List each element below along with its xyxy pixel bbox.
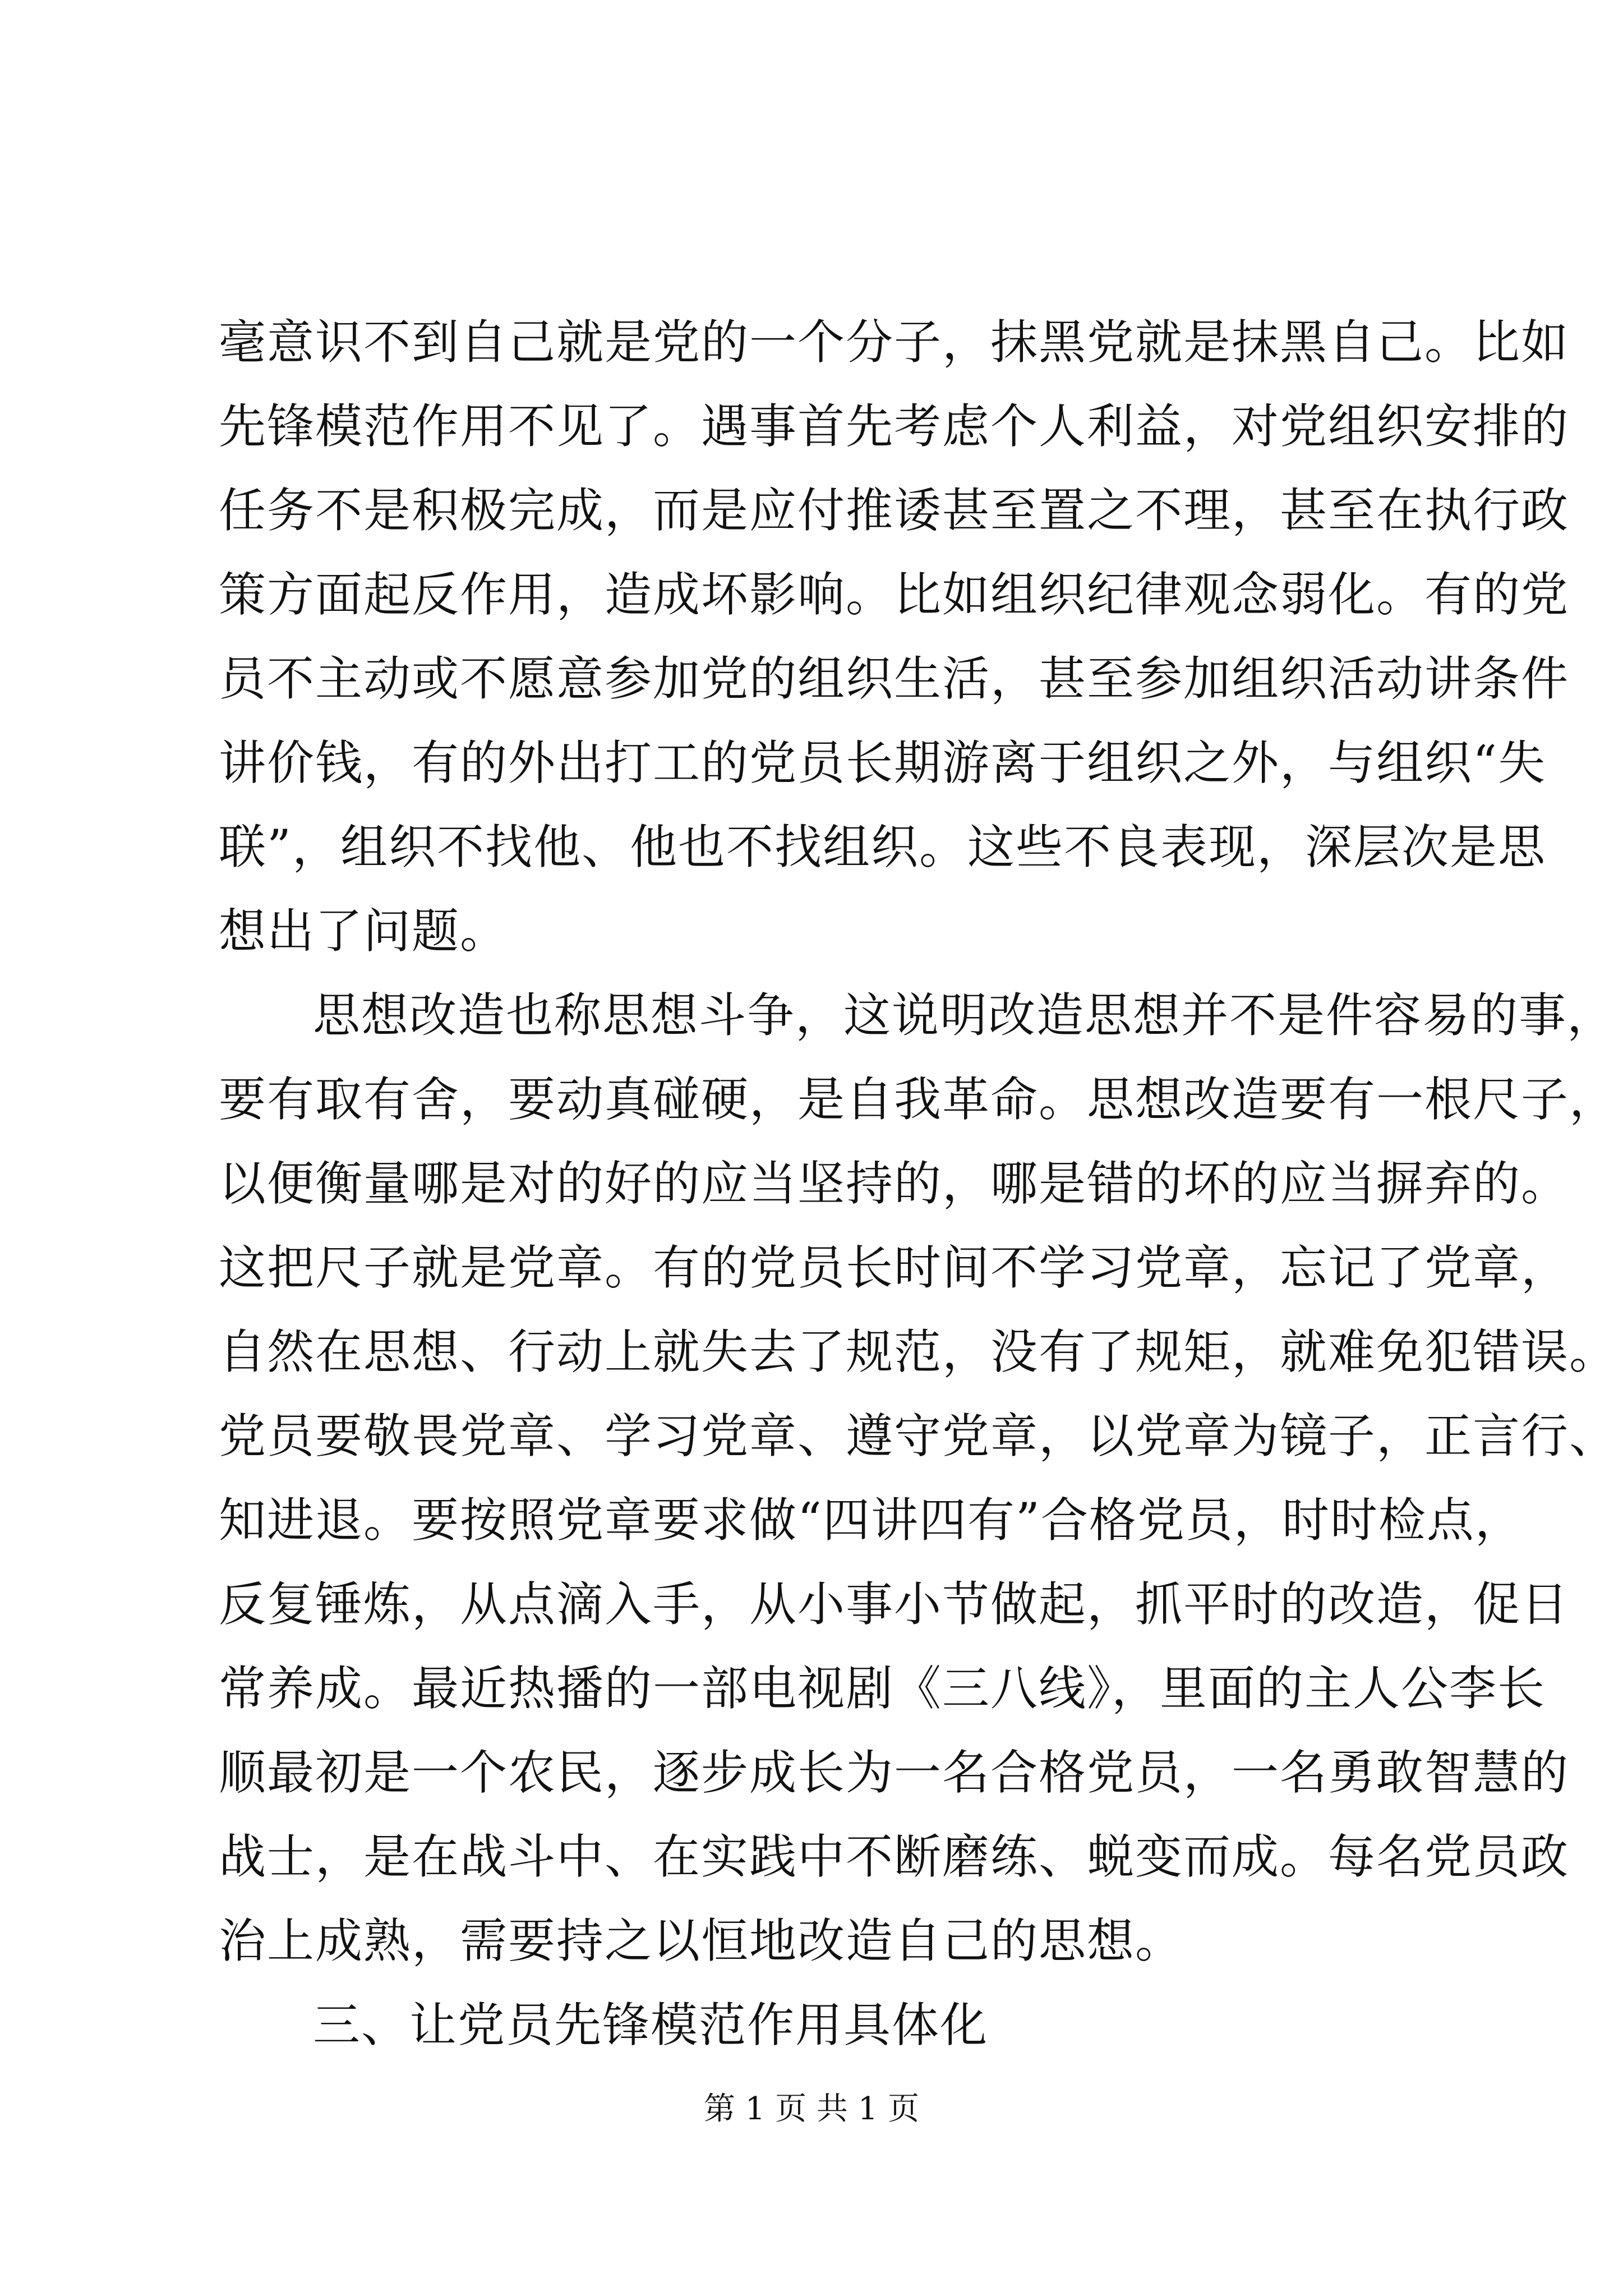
text-line: 想出了问题。 xyxy=(219,904,509,959)
text-line: 治上成熟，需要持之以恒地改造自己的思想。 xyxy=(219,1913,1184,1968)
text-line: 员不主动或不愿意参加党的组织生活，甚至参加组织活动讲条件 xyxy=(219,651,1570,706)
document-body xyxy=(219,300,1618,2067)
text-line: 党员要敬畏党章、学习党章、遵守党章，以党章为镜子，正言行、 xyxy=(219,1409,1618,1464)
text-line: 先锋模范作用不见了。遇事首先考虑个人利益，对党组织安排的 xyxy=(219,399,1570,454)
text-line: 要有取有舍，要动真碰硬，是自我革命。思想改造要有一根尺子， xyxy=(219,1072,1618,1127)
text-line: 以便衡量哪是对的好的应当坚持的，哪是错的坏的应当摒弃的。 xyxy=(219,1156,1570,1211)
heading-line: 三、让党员先锋模范作用具体化 xyxy=(313,1998,989,2053)
text-line: 毫意识不到自己就是党的一个分子，抹黑党就是抹黑自己。比如 xyxy=(219,315,1570,370)
section-heading xyxy=(219,1983,1424,2067)
text-line: 反复锤炼，从点滴入手，从小事小节做起，抓平时的改造，促日 xyxy=(219,1577,1570,1632)
text-line: 联”，组织不找他、他也不找组织。这些不良表现，深层次是思 xyxy=(219,820,1546,875)
text-line: 知进退。要按照党章要求做“四讲四有”合格党员，时时检点， xyxy=(219,1493,1523,1548)
text-line: 顺最初是一个农民，逐步成长为一名合格党员，一名勇敢智慧的 xyxy=(219,1745,1570,1800)
text-line: 策方面起反作用，造成坏影响。比如组织纪律观念弱化。有的党 xyxy=(219,567,1570,622)
text-line: 任务不是积极完成，而是应付推诿甚至置之不理，甚至在执行政 xyxy=(219,483,1570,538)
text-line: 战士，是在战斗中、在实践中不断磨练、蜕变而成。每名党员政 xyxy=(219,1829,1570,1884)
text-line: 这把尺子就是党章。有的党员长时间不学习党章，忘记了党章， xyxy=(219,1240,1570,1295)
paragraph-continuation xyxy=(219,300,1570,973)
page-footer: 第 1 页 共 1 页 xyxy=(703,2091,920,2127)
paragraph-thought-reform xyxy=(219,973,1618,1983)
text-line: 讲价钱，有的外出打工的党员长期游离于组织之外，与组织“失 xyxy=(219,735,1546,790)
text-line: 自然在思想、行动上就失去了规范，没有了规矩，就难免犯错误。 xyxy=(219,1324,1618,1379)
text-line: 常养成。最近热播的一部电视剧《三八线》，里面的主人公李长 xyxy=(219,1661,1546,1716)
text-line: 思想改造也称思想斗争，这说明改造思想并不是件容易的事， xyxy=(313,988,1616,1043)
